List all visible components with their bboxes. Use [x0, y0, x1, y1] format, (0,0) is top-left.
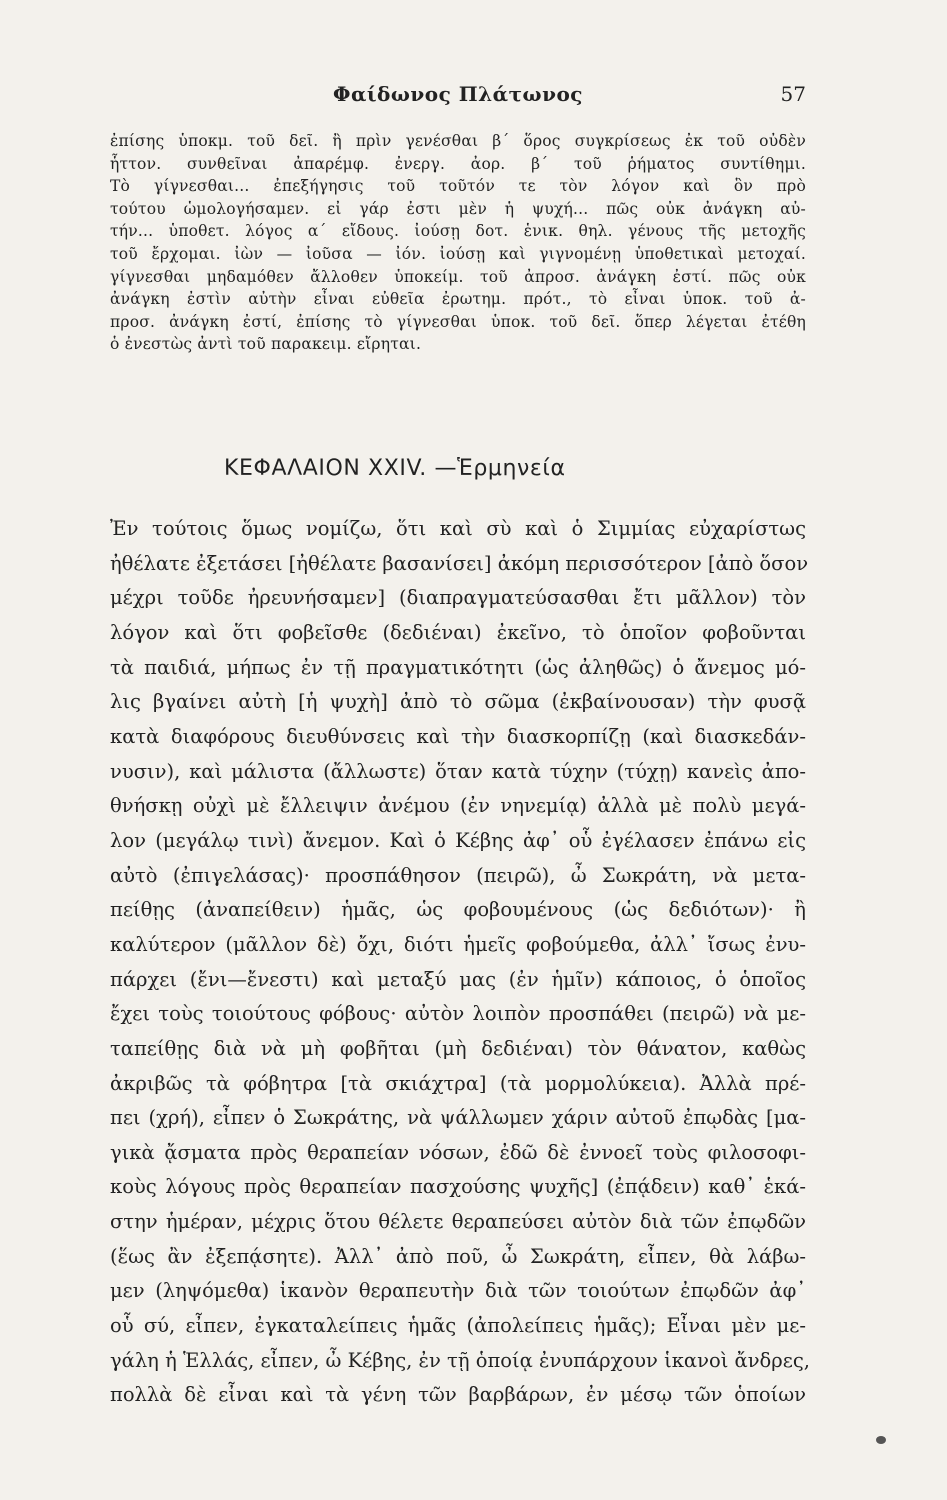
body-line: λόγον καὶ ὅτι φοβεῖσθε (δεδιέναι) ἐκεῖνο, τὸ ὁποῖον φοβοῦνται [110, 620, 806, 644]
note-line: τήν... ὑποθετ. λόγος α΄ εἴδους. ἰούσῃ δοτ. ἑνικ. θηλ. γένους τῆς μετοχῆς [110, 222, 806, 241]
body-line: τὰ παιδιά, μήπως ἐν τῇ πραγματικότητι (ὡς ἀληθῶς) ὁ ἄνεμος μό- [110, 655, 806, 679]
note-line: Τὸ γίγνεσθαι... ἐπεξήγησις τοῦ τοῦτόν τε τὸν λόγον καὶ ὃν πρὸ [110, 177, 806, 196]
commentary-notes [110, 130, 806, 356]
body-line: κοὺς λόγους πρὸς θεραπείαν πασχούσης ψυχῆς] (ἐπᾴδειν) καθ᾽ ἑκά- [110, 1175, 806, 1199]
body-line: πει (χρή), εἶπεν ὁ Σωκράτης, νὰ ψάλλωμεν χάριν αὐτοῦ ἐπῳδὰς [μα- [110, 1106, 806, 1130]
chapter-heading: ΚΕΦΑΛΑΙΟΝ XXIV. —Ἑρμηνεία [224, 456, 566, 481]
body-line: ἔχει τοὺς τοιούτους φόβους· αὐτὸν λοιπὸν προσπάθει (πειρῶ) νὰ με- [110, 1002, 806, 1026]
note-line: ἀνάγκη ἐστὶν αὐτὴν εἶναι εὐθεῖα ἐρωτημ. πρότ., τὸ εἶναι ὑποκ. τοῦ ἀ- [110, 290, 806, 309]
body-line: λον (μεγάλῳ τινὶ) ἄνεμον. Καὶ ὁ Κέβης ἀφ᾽ οὗ ἐγέλασεν ἐπάνω εἰς [110, 828, 806, 852]
page-number: 57 [780, 82, 806, 106]
note-line: προσ. ἀνάγκη ἐστί, ἐπίσης τὸ γίγνεσθαι ὑποκ. τοῦ δεῖ. ὅπερ λέγεται ἐτέθη [110, 312, 806, 331]
body-line: οὗ σύ, εἶπεν, ἐγκαταλείπεις ἡμᾶς (ἀπολείπεις ἡμᾶς); Εἶναι μὲν με- [110, 1314, 806, 1338]
body-line: γικὰ ᾄσματα πρὸς θεραπείαν νόσων, ἐδῶ δὲ ἐννοεῖ τοὺς φιλοσοφι- [110, 1140, 806, 1164]
body-line: κατὰ διαφόρους διευθύνσεις καὶ τὴν διασκορπίζῃ (καὶ διασκεδάν- [110, 724, 806, 748]
note-line: γίγνεσθαι μηδαμόθεν ἄλλοθεν ὑποκείμ. τοῦ ἀπροσ. ἀνάγκη ἐστί. πῶς οὐκ [110, 267, 806, 286]
body-line: πάρχει (ἔνι—ἔνεστι) καὶ μεταξύ μας (ἐν ἡμῖν) κάποιος, ὁ ὁποῖος [110, 967, 806, 991]
body-line: μέχρι τοῦδε ἠρευνήσαμεν] (διαπραγματεύσασθαι ἔτι μᾶλλον) τὸν [110, 586, 806, 610]
body-line: στην ἡμέραν, μέχρις ὅτου θέλετε θεραπεύσει αὐτὸν διὰ τῶν ἐπῳδῶν [110, 1210, 806, 1234]
body-line: ἠθέλατε ἐξετάσει [ἠθέλατε βασανίσει] ἀκόμη περισσότερον [ἀπὸ ὅσον [110, 551, 809, 575]
running-title: Φαίδωνος Πλάτωνος [333, 82, 583, 106]
body-line: πολλὰ δὲ εἶναι καὶ τὰ γένη τῶν βαρβάρων, ἐν μέσῳ τῶν ὁποίων [110, 1383, 806, 1407]
body-line: Ἐν τούτοις ὅμως νομίζω, ὅτι καὶ σὺ καὶ ὁ Σιμμίας εὐχαρίστως [110, 517, 806, 540]
body-text [110, 512, 810, 1413]
body-line: καλύτερον (μᾶλλον δὲ) ὄχι, διότι ἡμεῖς φοβούμεθα, ἀλλ᾽ ἴσως ἐνυ- [110, 932, 806, 956]
body-line: νυσιν), καὶ μάλιστα (ἄλλωστε) ὅταν κατὰ τύχην (τύχῃ) κανεὶς ἀπο- [110, 759, 806, 783]
body-line: αὐτὸ (ἐπιγελάσας)· προσπάθησον (πειρῶ), ὦ Σωκράτη, νὰ μετα- [110, 863, 806, 887]
page-header [110, 82, 806, 112]
body-line: ἀκριβῶς τὰ φόβητρα [τὰ σκιάχτρα] (τὰ μορμολύκεια). Ἀλλὰ πρέ- [110, 1071, 806, 1095]
note-line: τούτου ὡμολογήσαμεν. εἰ γάρ ἐστι μὲν ἡ ψυχή... πῶς οὐκ ἀνάγκη αὐ- [110, 199, 806, 218]
note-line: ἧττον. συνθεῖναι ἀπαρέμφ. ἐνεργ. ἀορ. β΄ τοῦ ῥήματος συντίθημι. [110, 154, 806, 173]
body-line: μεν (ληψόμεθα) ἱκανὸν θεραπευτὴν διὰ τῶν τοιούτων ἐπῳδῶν ἀφ᾽ [110, 1279, 806, 1303]
ink-spot [876, 1436, 886, 1444]
body-line: (ἕως ἂν ἐξεπᾴσητε). Ἀλλ᾽ ἀπὸ ποῦ, ὦ Σωκράτη, εἶπεν, θὰ λάβω- [110, 1244, 806, 1268]
note-line: τοῦ ἔρχομαι. ἰὼν — ἰοῦσα — ἰόν. ἰούσῃ καὶ γιγνομένῃ ὑποθετικαὶ μετοχαί. [110, 244, 806, 263]
note-line: ὁ ἐνεστὼς ἀντὶ τοῦ παρακειμ. εἴρηται. [110, 335, 422, 354]
body-line: θνήσκῃ οὐχὶ μὲ ἔλλειψιν ἀνέμου (ἐν νηνεμίᾳ) ἀλλὰ μὲ πολὺ μεγά- [110, 794, 806, 818]
body-line: ταπείθῃς διὰ νὰ μὴ φοβῆται (μὴ δεδιέναι) τὸν θάνατον, καθὼς [110, 1036, 806, 1060]
body-line: γάλη ἡ Ἑλλάς, εἶπεν, ὦ Κέβης, ἐν τῇ ὁποίᾳ ἐνυπάρχουν ἱκανοὶ ἄνδρες, [110, 1348, 810, 1372]
note-line: ἐπίσης ὑποκμ. τοῦ δεῖ. ἢ πρὶν γενέσθαι β΄ ὅρος συγκρίσεως ἐκ τοῦ οὐδὲν [110, 132, 806, 150]
body-line: πείθῃς (ἀναπείθειν) ἡμᾶς, ὡς φοβουμένους (ὡς δεδιότων)· ἢ [110, 898, 806, 922]
body-line: λις βγαίνει αὐτὴ [ἡ ψυχὴ] ἀπὸ τὸ σῶμα (ἐκβαίνουσαν) τὴν φυσᾷ [110, 690, 806, 714]
